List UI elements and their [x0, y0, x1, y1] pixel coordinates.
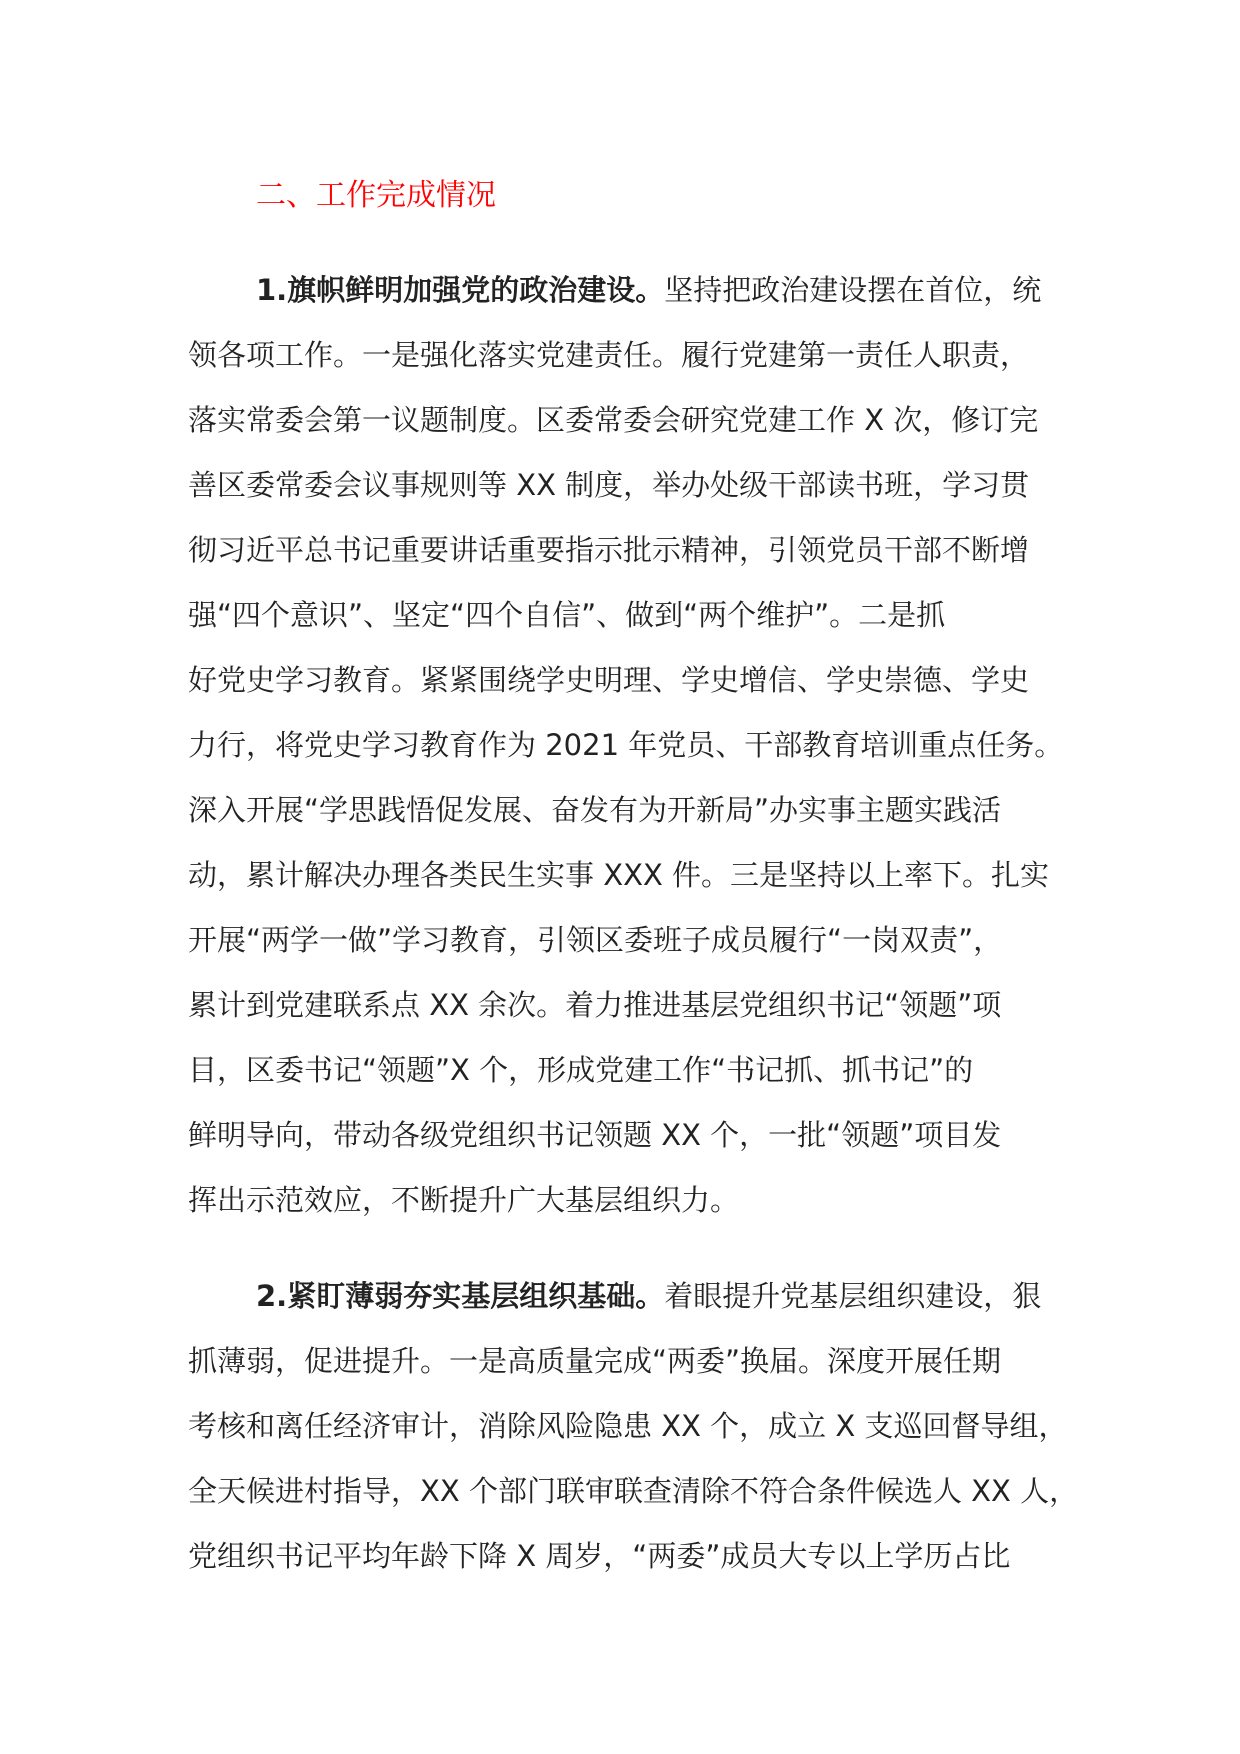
- paragraph-line: 挥出示范效应，不断提升广大基层组织力。: [188, 1183, 740, 1217]
- paragraph-political-construction: [188, 258, 1064, 1233]
- paragraph-line: 动，累计解决办理各类民生实事 XXX 件。三是坚持以上率下。扎实: [188, 858, 1050, 892]
- paragraph-line: 善区委常委会议事规则等 XX 制度，举办处级干部读书班，学习贯: [188, 468, 1030, 502]
- paragraph-line: 党组织书记平均年龄下降 X 周岁，“两委”成员大专以上学历占比: [188, 1539, 1011, 1573]
- paragraph-line: 力行，将党史学习教育作为 2021 年党员、干部教育培训重点任务。: [188, 728, 1064, 762]
- paragraph-line: 领各项工作。一是强化落实党建责任。履行党建第一责任人职责，: [188, 338, 1030, 372]
- paragraph-line: 考核和离任经济审计，消除风险隐患 XX 个，成立 X 支巡回督导组，: [188, 1409, 1068, 1443]
- paragraph-first-line: [188, 258, 1048, 323]
- paragraph-grassroots-organization: [188, 1264, 1079, 1589]
- paragraph-line: 深入开展“学思践悟促发展、奋发有为开新局”办实事主题实践活: [188, 793, 1002, 827]
- paragraph-lead-heading: 1.旗帜鲜明加强党的政治建设。: [256, 273, 665, 307]
- paragraph-line: 抓薄弱，促进提升。一是高质量完成“两委”换届。深度开展任期: [188, 1344, 1002, 1378]
- paragraph-line: 鲜明导向，带动各级党组织书记领题 XX 个，一批“领题”项目发: [188, 1118, 1002, 1152]
- paragraph-text: 坚持把政治建设摆在首位，统: [664, 273, 1042, 307]
- paragraph-lead-heading: 2.紧盯薄弱夯实基层组织基础。: [256, 1279, 665, 1313]
- paragraph-line: 开展“两学一做”学习教育，引领区委班子成员履行“一岗双责”，: [188, 923, 1003, 957]
- paragraph-line: 累计到党建联系点 XX 余次。着力推进基层党组织书记“领题”项: [188, 988, 1002, 1022]
- paragraph-line: 落实常委会第一议题制度。区委常委会研究党建工作 X 次，修订完: [188, 403, 1039, 437]
- paragraph-text: 着眼提升党基层组织建设，狠: [664, 1279, 1042, 1313]
- paragraph-line: 好党史学习教育。紧紧围绕学史明理、学史增信、学史崇德、学史: [188, 663, 1030, 697]
- paragraph-line: 全天候进村指导，XX 个部门联审联查清除不符合条件候选人 XX 人，: [188, 1474, 1079, 1508]
- paragraph-first-line: [188, 1264, 1048, 1329]
- section-heading: 二、工作完成情况: [256, 178, 496, 213]
- paragraph-line: 强“四个意识”、坚定“四个自信”、做到“两个维护”。二是抓: [188, 598, 946, 632]
- paragraph-line: 彻习近平总书记重要讲话重要指示批示精神，引领党员干部不断增: [188, 533, 1030, 567]
- paragraph-line: 目，区委书记“领题”X 个，形成党建工作“书记抓、抓书记”的: [188, 1053, 974, 1087]
